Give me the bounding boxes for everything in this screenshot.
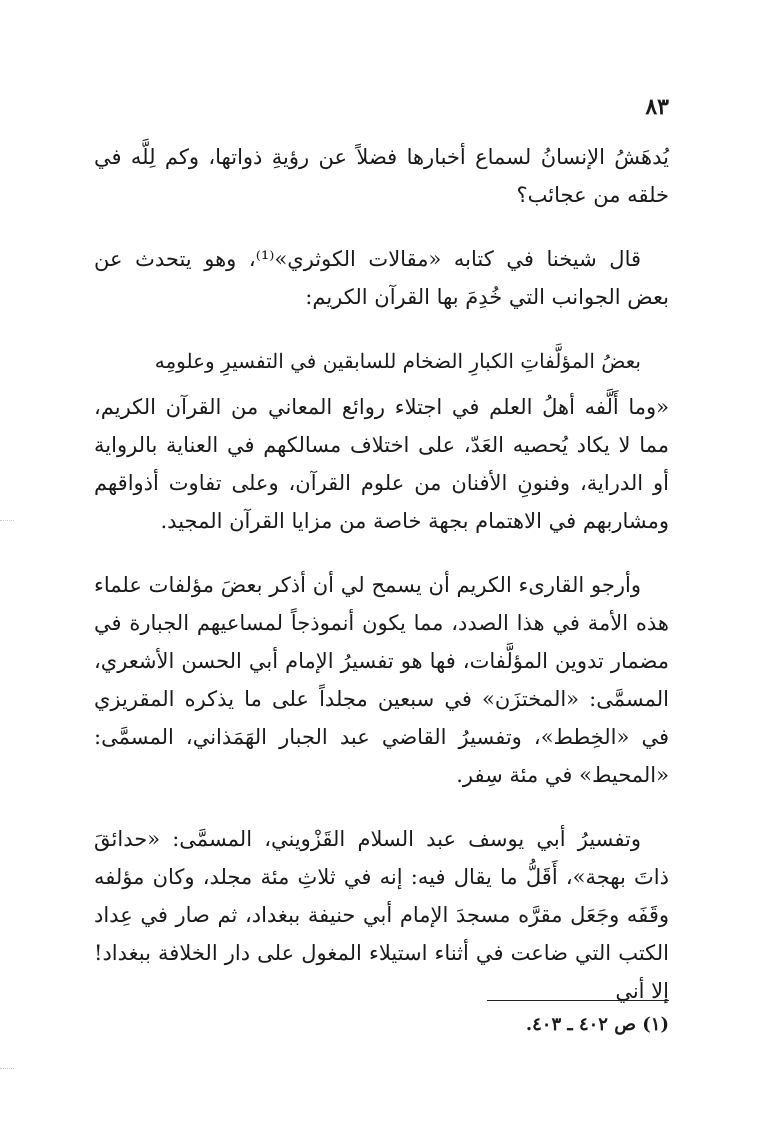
margin-scan-mark <box>0 1068 14 1069</box>
paragraph-5: وتفسيرُ أبي يوسف عبد السلام القَزْويني، المسمَّى: «حدائقَ ذاتَ بهجة»، أَقَلُّ ما يقال فيه: إنه في ثلاثِ مئة مجلد، وكان مؤلفه وقَفَه وجَعَل مقرَّه مسجدَ الإمام أبي حنيفة ببغداد، ثم صار في عِداد الكتب التي ضاعت في أثناء استيلاء المغول على دار الخلافة ببغداد! إلا أني <box>94 827 669 1003</box>
body-text <box>94 138 669 1036</box>
paragraph-4: وأرجو القارىء الكريم أن يسمح لي أن أذكر بعضَ مؤلفات علماء هذه الأمة في هذا الصدد، مما يكون أنموذجاً لمساعيهم الجبارة في مضمار تدوين المؤلَّفات، فها هو تفسيرُ الإمام أبي الحسن الأشعري، المسمَّى: «المختزَن» في سبعين مجلداً على ما يذكره المقريزي في «الخِطط»، وتفسيرُ القاضي عبد الجبار الهَمَذاني، المسمَّى: «المحيط» في مئة سِفر. <box>94 573 669 787</box>
margin-scan-mark <box>0 520 14 521</box>
paragraph-3: «وما أَلَّفه أهلُ العلم في اجتلاء روائع المعاني من القرآن الكريم، مما لا يكاد يُحصيه العَدّ، على اختلاف مسالكهم في العناية بالرواية أو الدراية، وفنونِ الأفنان من علوم القرآن، وعلى تفاوت أذواقهم ومشاربهم في الاهتمام بجهة خاصة من مزايا القرآن المجيد. <box>94 395 669 533</box>
paragraph-1: يُدهَشُ الإنسانُ لسماع أخبارها فضلاً عن رؤيةِ ذواتها، وكم لِلَّه في خلقه من عجائب؟ <box>94 145 669 207</box>
footnote: (١) ص ٤٠٢ ـ ٤٠٣. <box>525 1014 669 1035</box>
section-heading: بعضُ المؤلَّفاتِ الكبارِ الضخام للسابقين في التفسيرِ وعلومِه <box>154 349 641 373</box>
paragraph-2: قال شيخنا في كتابه «مقالات الكوثري»⁽¹⁾، وهو يتحدث عن بعض الجوانب التي خُدِمَ بها القرآن الكريم: <box>94 247 669 309</box>
footnote-separator <box>487 1000 669 1001</box>
page-number: ٨٣ <box>645 94 669 120</box>
